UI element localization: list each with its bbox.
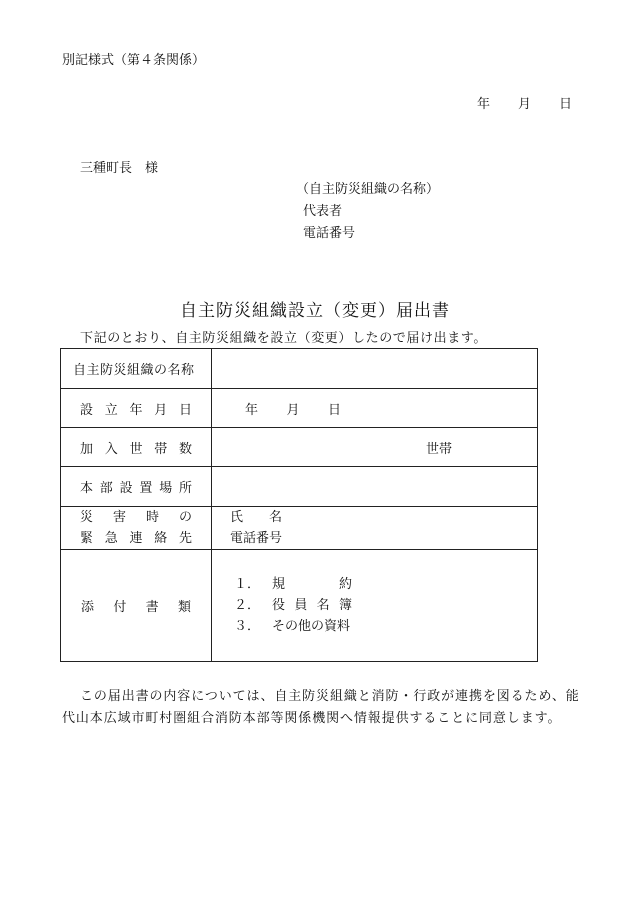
label-char: 類	[177, 600, 191, 615]
attachment-number: ２．	[234, 598, 261, 613]
consent-text: この届出書の内容については、自主防災組織と消防・行政が連携を図るため、能代山本広域市町村圏組合消防本部等関係機関へ情報提供することに同意します。	[62, 689, 580, 726]
attachment-item	[212, 574, 537, 595]
org-name-cell-label: 自主防災組織の名称	[73, 363, 195, 378]
households-label	[61, 438, 211, 457]
label-char: 設	[119, 481, 133, 496]
label-char: 日	[178, 402, 192, 418]
phone-number-label: 電話番号	[303, 226, 356, 241]
table-row-emergency-contact	[61, 507, 538, 550]
label-char: 連	[129, 531, 143, 546]
date-day-label: 日	[558, 97, 572, 112]
label-char: 名	[268, 510, 282, 525]
emergency-contact-field[interactable]	[212, 507, 538, 550]
label-char: 緊	[80, 531, 94, 546]
addressee: 三種町長 様	[80, 161, 159, 176]
established-date-field[interactable]	[212, 389, 538, 428]
label-char: 時	[145, 510, 159, 525]
label-char: 世	[129, 441, 143, 457]
label-char: 約	[338, 577, 352, 592]
attachment-item	[212, 595, 537, 616]
label-char: 簿	[338, 598, 352, 613]
label-char: 添	[81, 600, 95, 615]
label-char: 帯	[154, 441, 168, 457]
label-char: 氏	[230, 510, 244, 525]
label-char: 員	[294, 598, 308, 613]
label-char: 役	[272, 598, 286, 613]
label-char: 先	[178, 531, 192, 546]
label-char: 数	[178, 441, 192, 457]
contact-name-label	[230, 507, 282, 528]
table-row-headquarters	[61, 467, 538, 507]
label-char: 害	[112, 510, 126, 525]
date-month-label: 月	[517, 97, 531, 112]
form-label: 別記様式（第４条関係）	[62, 53, 206, 68]
established-date-label	[61, 399, 211, 418]
label-char: 加	[80, 441, 94, 457]
representative-label: 代表者	[303, 204, 343, 219]
households-unit: 世帯	[426, 441, 453, 457]
label-char: 絡	[154, 531, 168, 546]
date-year-label: 年	[245, 402, 259, 418]
label-char: 災	[80, 510, 94, 525]
headquarters-label	[61, 477, 211, 496]
document-title: 自主防災組織設立（変更）届出書	[180, 301, 450, 321]
attachment-name: その他の資料	[272, 619, 351, 634]
attachment-name	[272, 595, 352, 616]
application-table	[60, 348, 538, 662]
label-char: 場	[159, 481, 173, 496]
headquarters-field[interactable]	[212, 467, 538, 507]
label-char: 書	[145, 600, 159, 615]
label-char: 急	[104, 531, 118, 546]
attachment-number: ３．	[234, 619, 261, 634]
label-char: 規	[272, 577, 286, 592]
date-year-label: 年	[477, 97, 491, 112]
table-row-attachments	[61, 550, 538, 662]
households-field[interactable]	[212, 428, 538, 467]
emergency-contact-label-line1	[61, 507, 211, 528]
label-char: 所	[178, 481, 192, 496]
table-row-established-date	[61, 389, 538, 428]
table-row-households	[61, 428, 538, 467]
attachment-item	[212, 616, 537, 637]
label-char: 設	[80, 402, 94, 418]
date-day-label: 日	[327, 402, 341, 418]
attachments-field	[212, 550, 538, 662]
intro-text: 下記のとおり、自主防災組織を設立（変更）したので届け出ます。	[80, 331, 487, 346]
label-char: 月	[154, 402, 168, 418]
label-char: 部	[99, 481, 113, 496]
label-char: の	[178, 510, 192, 525]
label-char: 年	[129, 402, 143, 418]
org-name-field[interactable]	[212, 349, 538, 389]
label-char: 入	[104, 441, 118, 457]
date-month-label: 月	[286, 402, 300, 418]
table-row-org-name	[61, 349, 538, 389]
organization-name-label: （自主防災組織の名称）	[296, 182, 440, 197]
label-char: 付	[113, 600, 127, 615]
label-char: 本	[80, 481, 94, 496]
emergency-contact-label-line2	[61, 528, 211, 549]
label-char: 名	[316, 598, 330, 613]
attachment-number: １．	[234, 577, 261, 592]
attachments-label	[61, 596, 211, 615]
attachment-name	[272, 574, 352, 595]
established-date-parts	[212, 399, 341, 418]
contact-phone-label: 電話番号	[230, 531, 283, 546]
submission-date	[477, 93, 572, 112]
label-char: 立	[104, 402, 118, 418]
label-char: 置	[139, 481, 153, 496]
